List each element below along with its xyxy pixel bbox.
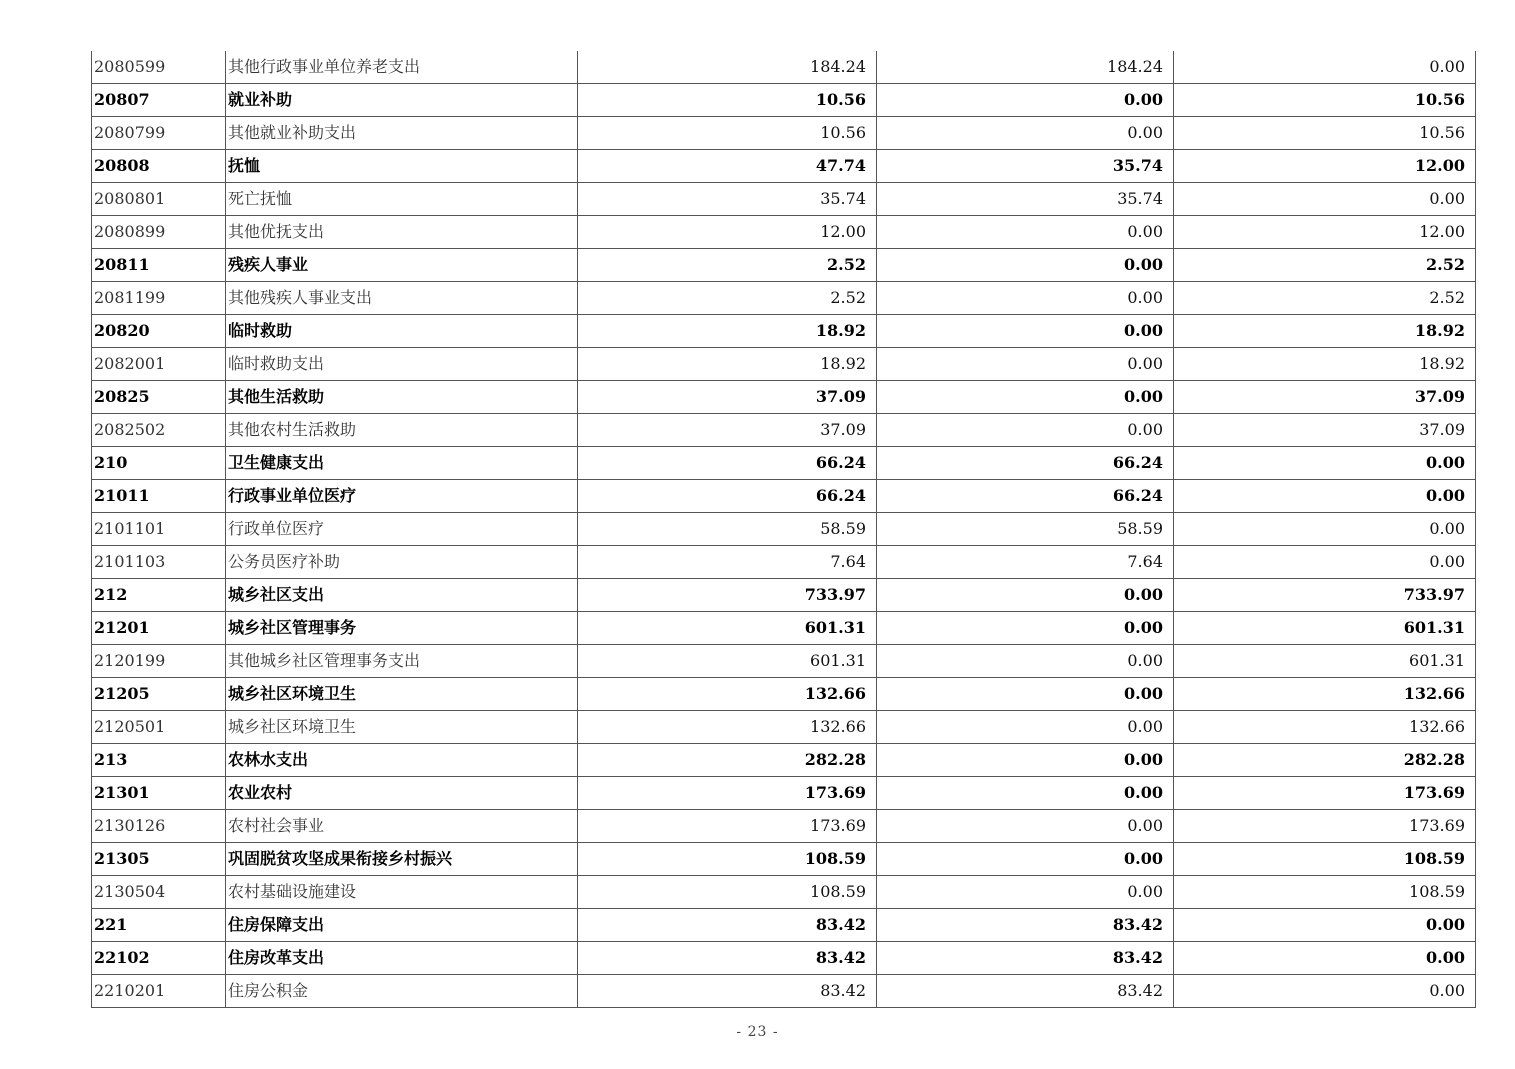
project-expenditure-cell: 108.59 [1174,876,1476,909]
table-row [92,810,1476,843]
basic-expenditure-cell: 0.00 [877,249,1174,282]
basic-expenditure-cell: 83.42 [877,909,1174,942]
account-code-cell: 22102 [92,942,226,975]
basic-expenditure-cell: 83.42 [877,975,1174,1008]
total-amount-cell: 12.00 [578,216,877,249]
table-row [92,711,1476,744]
account-name-cell: 其他城乡社区管理事务支出 [226,645,578,678]
total-amount-cell: 10.56 [578,117,877,150]
total-amount-cell: 132.66 [578,678,877,711]
table-row [92,183,1476,216]
account-code-cell: 20825 [92,381,226,414]
budget-expenditure-table [91,51,1476,1008]
account-name-cell: 其他农村生活救助 [226,414,578,447]
table-row [92,150,1476,183]
account-code-cell: 20807 [92,84,226,117]
account-code-cell: 21301 [92,777,226,810]
table-row [92,249,1476,282]
total-amount-cell: 132.66 [578,711,877,744]
table-row [92,51,1476,84]
account-code-cell: 2080801 [92,183,226,216]
account-code-cell: 2210201 [92,975,226,1008]
basic-expenditure-cell: 0.00 [877,876,1174,909]
account-code-cell: 2101103 [92,546,226,579]
account-code-cell: 2101101 [92,513,226,546]
table-row [92,216,1476,249]
project-expenditure-cell: 0.00 [1174,909,1476,942]
basic-expenditure-cell: 0.00 [877,711,1174,744]
total-amount-cell: 108.59 [578,876,877,909]
account-code-cell: 2081199 [92,282,226,315]
table-row [92,546,1476,579]
account-code-cell: 21305 [92,843,226,876]
project-expenditure-cell: 10.56 [1174,84,1476,117]
project-expenditure-cell: 0.00 [1174,183,1476,216]
project-expenditure-cell: 132.66 [1174,711,1476,744]
basic-expenditure-cell: 7.64 [877,546,1174,579]
total-amount-cell: 47.74 [578,150,877,183]
basic-expenditure-cell: 83.42 [877,942,1174,975]
account-name-cell: 农村社会事业 [226,810,578,843]
project-expenditure-cell: 10.56 [1174,117,1476,150]
basic-expenditure-cell: 184.24 [877,51,1174,84]
account-name-cell: 其他残疾人事业支出 [226,282,578,315]
table-row [92,843,1476,876]
account-code-cell: 2080899 [92,216,226,249]
basic-expenditure-cell: 0.00 [877,381,1174,414]
total-amount-cell: 83.42 [578,909,877,942]
account-name-cell: 其他优抚支出 [226,216,578,249]
account-name-cell: 其他行政事业单位养老支出 [226,51,578,84]
total-amount-cell: 601.31 [578,612,877,645]
project-expenditure-cell: 132.66 [1174,678,1476,711]
table-row [92,678,1476,711]
page-number: - 23 - [736,1024,779,1040]
account-code-cell: 21011 [92,480,226,513]
account-code-cell: 20808 [92,150,226,183]
account-code-cell: 2080799 [92,117,226,150]
project-expenditure-cell: 0.00 [1174,447,1476,480]
total-amount-cell: 108.59 [578,843,877,876]
total-amount-cell: 733.97 [578,579,877,612]
basic-expenditure-cell: 0.00 [877,678,1174,711]
project-expenditure-cell: 2.52 [1174,249,1476,282]
account-name-cell: 死亡抚恤 [226,183,578,216]
total-amount-cell: 83.42 [578,942,877,975]
basic-expenditure-cell: 0.00 [877,810,1174,843]
account-name-cell: 住房保障支出 [226,909,578,942]
basic-expenditure-cell: 0.00 [877,117,1174,150]
account-name-cell: 城乡社区管理事务 [226,612,578,645]
project-expenditure-cell: 0.00 [1174,513,1476,546]
basic-expenditure-cell: 0.00 [877,843,1174,876]
table-body [92,51,1476,1008]
account-code-cell: 2120199 [92,645,226,678]
account-name-cell: 残疾人事业 [226,249,578,282]
project-expenditure-cell: 0.00 [1174,942,1476,975]
account-name-cell: 卫生健康支出 [226,447,578,480]
project-expenditure-cell: 0.00 [1174,480,1476,513]
total-amount-cell: 37.09 [578,381,877,414]
table-row [92,513,1476,546]
table-row [92,612,1476,645]
basic-expenditure-cell: 0.00 [877,744,1174,777]
total-amount-cell: 35.74 [578,183,877,216]
project-expenditure-cell: 108.59 [1174,843,1476,876]
total-amount-cell: 601.31 [578,645,877,678]
table-row [92,414,1476,447]
account-code-cell: 212 [92,579,226,612]
account-name-cell: 临时救助 [226,315,578,348]
account-name-cell: 城乡社区环境卫生 [226,711,578,744]
account-code-cell: 213 [92,744,226,777]
account-code-cell: 2120501 [92,711,226,744]
basic-expenditure-cell: 0.00 [877,348,1174,381]
table-row [92,744,1476,777]
table-row [92,447,1476,480]
table-row [92,909,1476,942]
table-row [92,876,1476,909]
account-code-cell: 2130126 [92,810,226,843]
total-amount-cell: 7.64 [578,546,877,579]
table-row [92,315,1476,348]
project-expenditure-cell: 601.31 [1174,645,1476,678]
project-expenditure-cell: 0.00 [1174,51,1476,84]
account-code-cell: 2080599 [92,51,226,84]
project-expenditure-cell: 2.52 [1174,282,1476,315]
total-amount-cell: 173.69 [578,810,877,843]
table-row [92,282,1476,315]
basic-expenditure-cell: 0.00 [877,579,1174,612]
basic-expenditure-cell: 0.00 [877,645,1174,678]
account-name-cell: 抚恤 [226,150,578,183]
total-amount-cell: 2.52 [578,282,877,315]
account-name-cell: 行政单位医疗 [226,513,578,546]
account-code-cell: 210 [92,447,226,480]
project-expenditure-cell: 733.97 [1174,579,1476,612]
project-expenditure-cell: 0.00 [1174,975,1476,1008]
project-expenditure-cell: 37.09 [1174,414,1476,447]
account-name-cell: 公务员医疗补助 [226,546,578,579]
basic-expenditure-cell: 0.00 [877,777,1174,810]
table-row [92,84,1476,117]
total-amount-cell: 18.92 [578,348,877,381]
total-amount-cell: 2.52 [578,249,877,282]
project-expenditure-cell: 173.69 [1174,810,1476,843]
account-name-cell: 就业补助 [226,84,578,117]
account-code-cell: 20811 [92,249,226,282]
basic-expenditure-cell: 0.00 [877,84,1174,117]
project-expenditure-cell: 12.00 [1174,216,1476,249]
account-code-cell: 2082001 [92,348,226,381]
total-amount-cell: 66.24 [578,447,877,480]
account-name-cell: 农业农村 [226,777,578,810]
project-expenditure-cell: 282.28 [1174,744,1476,777]
project-expenditure-cell: 12.00 [1174,150,1476,183]
total-amount-cell: 282.28 [578,744,877,777]
account-code-cell: 221 [92,909,226,942]
total-amount-cell: 18.92 [578,315,877,348]
total-amount-cell: 66.24 [578,480,877,513]
basic-expenditure-cell: 0.00 [877,612,1174,645]
table-row [92,348,1476,381]
table-row [92,381,1476,414]
table-row [92,480,1476,513]
total-amount-cell: 184.24 [578,51,877,84]
account-name-cell: 农林水支出 [226,744,578,777]
project-expenditure-cell: 601.31 [1174,612,1476,645]
account-code-cell: 21201 [92,612,226,645]
account-name-cell: 其他就业补助支出 [226,117,578,150]
project-expenditure-cell: 0.00 [1174,546,1476,579]
basic-expenditure-cell: 0.00 [877,282,1174,315]
account-code-cell: 20820 [92,315,226,348]
project-expenditure-cell: 37.09 [1174,381,1476,414]
project-expenditure-cell: 18.92 [1174,348,1476,381]
total-amount-cell: 37.09 [578,414,877,447]
project-expenditure-cell: 18.92 [1174,315,1476,348]
account-name-cell: 农村基础设施建设 [226,876,578,909]
basic-expenditure-cell: 66.24 [877,447,1174,480]
project-expenditure-cell: 173.69 [1174,777,1476,810]
account-name-cell: 城乡社区支出 [226,579,578,612]
basic-expenditure-cell: 35.74 [877,183,1174,216]
table-row [92,777,1476,810]
account-code-cell: 2082502 [92,414,226,447]
table-row [92,975,1476,1008]
basic-expenditure-cell: 0.00 [877,315,1174,348]
account-name-cell: 住房改革支出 [226,942,578,975]
account-name-cell: 行政事业单位医疗 [226,480,578,513]
total-amount-cell: 58.59 [578,513,877,546]
total-amount-cell: 10.56 [578,84,877,117]
account-name-cell: 巩固脱贫攻坚成果衔接乡村振兴 [226,843,578,876]
table-row [92,942,1476,975]
account-name-cell: 其他生活救助 [226,381,578,414]
basic-expenditure-cell: 35.74 [877,150,1174,183]
table-row [92,579,1476,612]
table-row [92,117,1476,150]
account-name-cell: 城乡社区环境卫生 [226,678,578,711]
account-code-cell: 2130504 [92,876,226,909]
account-code-cell: 21205 [92,678,226,711]
account-name-cell: 住房公积金 [226,975,578,1008]
total-amount-cell: 83.42 [578,975,877,1008]
basic-expenditure-cell: 66.24 [877,480,1174,513]
basic-expenditure-cell: 0.00 [877,414,1174,447]
table-row [92,645,1476,678]
total-amount-cell: 173.69 [578,777,877,810]
basic-expenditure-cell: 58.59 [877,513,1174,546]
account-name-cell: 临时救助支出 [226,348,578,381]
basic-expenditure-cell: 0.00 [877,216,1174,249]
